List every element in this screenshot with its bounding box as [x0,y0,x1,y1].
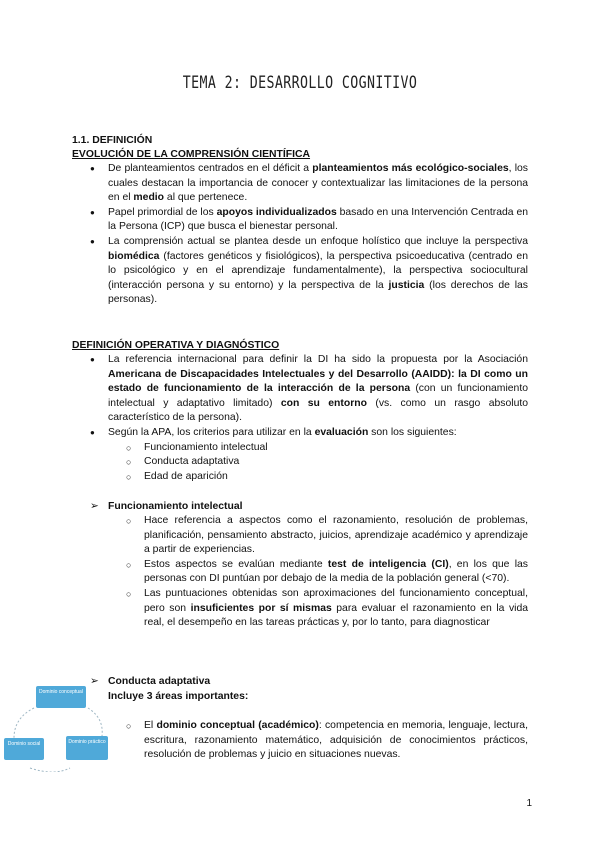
list-item: ○ Funcionamiento intelectual [126,441,528,456]
section-heading-definicion-operativa: DEFINICIÓN OPERATIVA Y DIAGNÓSTICO [72,340,280,351]
bullet-list-definicion [90,353,528,484]
heading-funcionamiento-intelectual: ➢ Funcionamiento intelectual [90,500,243,515]
page-title: TEMA 2: DESARROLLO COGNITIVO [182,73,418,93]
list-item: ○ El dominio conceptual (académico): competencia en memoria, lenguaje, lectura, escritura, razonamiento matemático, adquisición de conocimientos prácticos, resolución de problemas y juicio en situaciones nuevas. [126,719,528,763]
list-item: ● Según la APA, los criterios para utilizar en la evaluación son los siguientes: ○ Funcionamiento intelectual ○ Conducta adaptativa ○ Edad de aparición [90,426,528,484]
list-item: ● Papel primordial de los apoyos individualizados basado en una Intervención Centrada en la Persona (ICP) que busca el bienestar personal. [90,206,528,235]
list-item: ○ Las puntuaciones obtenidas son aproximaciones del funcionamiento conceptual, pero son insuficientes por sí mismas para evaluar el razonamiento en la vida real, el desempeño en las tareas prácticas y, por lo tanto, para diagnosticar [126,587,528,631]
list-item: ● De planteamientos centrados en el déficit a planteamientos más ecológico-sociales, los cuales destacan la importancia de conocer y contextualizar las limitaciones de la persona en el medio al que pertenece. [90,162,528,206]
section-heading-evolucion: EVOLUCIÓN DE LA COMPRENSIÓN CIENTÍFICA [72,149,311,160]
list-item: ○ Hace referencia a aspectos como el razonamiento, resolución de problemas, planificación, pensamiento abstracto, juicios, aprendizaje académico y aprendizaje a partir de experiencias. [126,514,528,558]
list-conducta-adaptativa [126,719,528,763]
diagram-node-practico: Dominio práctico [66,736,108,760]
list-item: ○ Conducta adaptativa [126,455,528,470]
subheading-areas: Incluye 3 áreas importantes: [108,691,249,702]
diagram-node-conceptual: Dominio conceptual [36,686,86,708]
list-item: ○ Edad de aparición [126,470,528,485]
criteria-list [126,441,528,485]
domains-diagram [0,676,130,772]
heading-conducta-adaptativa: ➢ Conducta adaptativa [90,675,210,690]
list-funcionamiento-intelectual [126,514,528,631]
diagram-node-social: Dominio social [4,738,44,760]
list-item: ● La comprensión actual se plantea desde un enfoque holístico que incluye la perspectiva biomédica (factores genéticos y fisiológicos), la perspectiva psicoeducativa (centrado en lo psicológico y en el aprendizaje fundamentalmente), la perspectiva sociocultural (interacción persona y su entorno) y la perspectiva de la justicia (los derechos de las personas). [90,235,528,308]
list-item: ● La referencia internacional para definir la DI ha sido la propuesta por la Asociación Americana de Discapacidades Intelectuales y del Desarrollo (AAIDD): la DI como un estado de funcionamiento de la interacción de la persona (con un funcionamiento intelectual y adaptativo limitado) con su entorno (vs. como un rasgo absoluto característico de la persona). [90,353,528,426]
section-number: 1.1. DEFINICIÓN [72,135,153,146]
page-number: 1 [526,798,532,809]
arrow-icon: ➢ [90,676,99,687]
list-item: ○ Estos aspectos se evalúan mediante test de inteligencia (CI), en los que las personas con DI puntúan por debajo de la media de la población general (<70). [126,558,528,587]
arrow-icon: ➢ [90,501,99,512]
bullet-list-evolucion [90,162,528,308]
